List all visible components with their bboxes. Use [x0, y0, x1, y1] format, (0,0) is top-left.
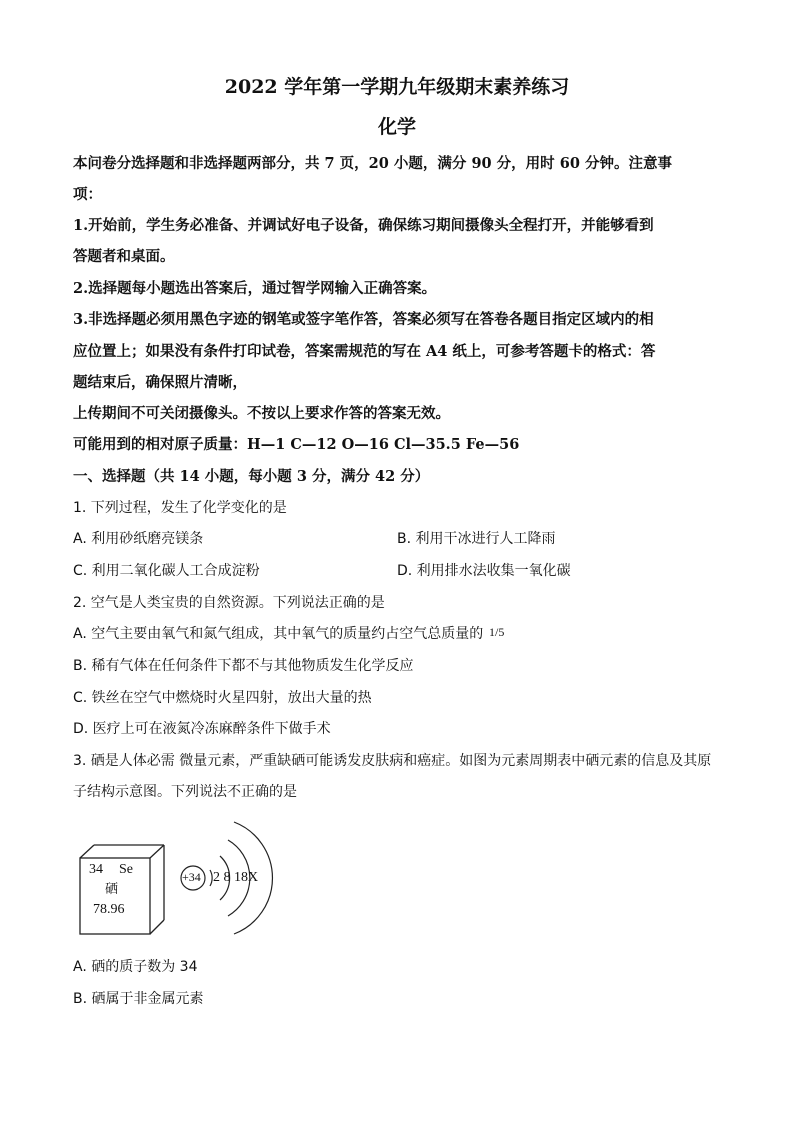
q3-stem-line1: 3. 硒是人体必需 微量元素，严重缺硒可能诱发皮肤病和癌症。如图为元素周期表中硒元素的信息及其原	[73, 753, 712, 769]
element-card-frame	[79, 844, 171, 938]
element-symbol: Se	[119, 862, 133, 877]
element-name: 硒	[105, 882, 119, 897]
instruction-item1-line2: 答题者和桌面。	[73, 248, 175, 265]
q1-option-d: D. 利用排水法收集一氧化碳	[397, 563, 571, 579]
atomic-structure-diagram	[176, 818, 286, 938]
q3-stem-line2: 子结构示意图。下列说法不正确的是	[73, 784, 297, 800]
exam-title: 2022 学年第一学期九年级期末素养练习	[224, 76, 570, 98]
q3-option-a: A. 硒的质子数为 34	[73, 959, 198, 975]
q1-stem: 1. 下列过程，发生了化学变化的是	[73, 500, 287, 516]
q2-option-a-fraction: 1/5	[489, 625, 505, 639]
subject-title: 化学	[377, 116, 416, 138]
element-card	[79, 844, 167, 934]
instruction-item1-line1: 1.开始前，学生务必准备、并调试好电子设备，确保练习期间摄像头全程打开，并能够看到	[73, 217, 654, 234]
nucleus-charge: +34	[182, 870, 201, 884]
q1-option-c: C. 利用二氧化碳人工合成淀粉	[73, 563, 260, 579]
q3-option-b: B. 硒属于非金属元素	[73, 991, 204, 1007]
q2-option-d: D. 医疗上可在液氮冷冻麻醉条件下做手术	[73, 721, 331, 737]
q2-option-a: A. 空气主要由氧气和氮气组成，其中氧气的质量约占空气总质量的	[73, 626, 484, 642]
q2-option-b: B. 稀有气体在任何条件下都不与其他物质发生化学反应	[73, 658, 414, 674]
instruction-item3-line3: 题结束后，确保照片清晰，	[73, 374, 247, 391]
q2-option-c: C. 铁丝在空气中燃烧时火星四射，放出大量的热	[73, 690, 372, 706]
q1-option-a: A. 利用砂纸磨亮镁条	[73, 531, 204, 547]
instruction-intro-line1: 本问卷分选择题和非选择题两部分，共 7 页，20 小题，满分 90 分，用时 60 分钟。注意事	[73, 155, 672, 172]
instruction-intro-line2: 项：	[73, 186, 102, 203]
instruction-item3-line1: 3.非选择题必须用黑色字迹的钢笔或签字笔作答，答案必须写在答卷各题目指定区域内的相	[73, 311, 654, 328]
q2-stem: 2. 空气是人类宝贵的自然资源。下列说法正确的是	[73, 595, 385, 611]
instruction-item2: 2.选择题每小题选出答案后，通过智学网输入正确答案。	[73, 280, 437, 297]
atomic-mass-line: 可能用到的相对原子质量：H—1 C—12 O—16 Cl—35.5 Fe—56	[73, 436, 520, 453]
element-mass: 78.96	[93, 902, 125, 917]
q1-option-b: B. 利用干冰进行人工降雨	[397, 531, 556, 547]
electron-shell-counts: 2 8 18X	[213, 870, 259, 885]
section-heading: 一、选择题（共 14 小题，每小题 3 分，满分 42 分）	[73, 468, 430, 485]
element-number: 34	[89, 862, 103, 877]
instruction-item3-line2: 应位置上；如果没有条件打印试卷，答案需规范的写在 A4 纸上，可参考答题卡的格式：答	[73, 343, 656, 360]
instruction-item3-line4: 上传期间不可关闭摄像头。不按以上要求作答的答案无效。	[73, 405, 450, 422]
